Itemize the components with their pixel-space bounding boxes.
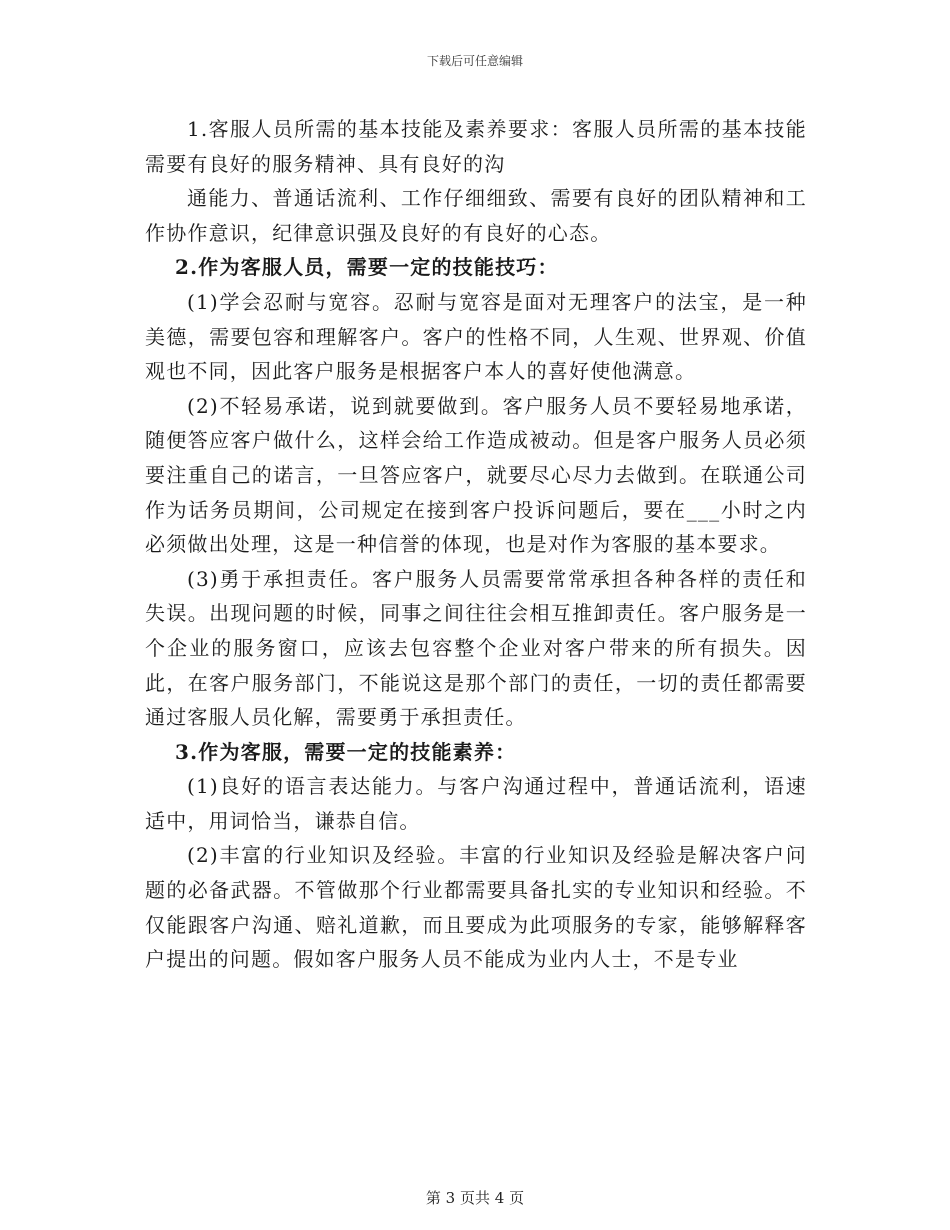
page-footer: 第 3 页共 4 页 [425, 1189, 525, 1207]
paragraph-2-1: (1)学会忍耐与宽容。忍耐与宽容是面对无理客户的法宝，是一种美德，需要包容和理解客户。客户的性格不同，人生观、世界观、价值观也不同，因此客户服务是根据客户本人的喜好使他满意。 [145, 289, 807, 384]
section-heading-3: 3.作为客服，需要一定的技能素养： [175, 739, 517, 764]
paragraph-3-1: (1)良好的语言表达能力。与客户沟通过程中，普通话流利，语速适中，用词恰当，谦恭自信。 [145, 774, 807, 833]
paragraph-1-continued: 通能力、普通话流利、工作仔细细致、需要有良好的团队精神和工作协作意识，纪律意识强及良好的有良好的心态。 [145, 186, 807, 245]
paragraph-3-2: (2)丰富的行业知识及经验。丰富的行业知识及经验是解决客户问题的必备武器。不管做那个行业都需要具备扎实的专业知识和经验。不仅能跟客户沟通、赔礼道歉，而且要成为此项服务的专家，能够解释客户提出的问题。假如客户服务人员不能成为业内人士，不是专业 [145, 843, 807, 972]
paragraph-2-2: (2)不轻易承诺，说到就要做到。客户服务人员不要轻易地承诺，随便答应客户做什么，这样会给工作造成被动。但是客户服务人员必须要注重自己的诺言，一旦答应客户，就要尽心尽力去做到。在联通公司作为话务员期间，公司规定在接到客户投诉问题后，要在___小时之内必须做出处理，这是一种信誉的体现，也是对作为客服的基本要求。 [145, 393, 807, 557]
document-body [145, 112, 807, 977]
section-heading-2: 2.作为客服人员，需要一定的技能技巧： [175, 255, 559, 280]
paragraph-1-intro: 1.客服人员所需的基本技能及素养要求：客服人员所需的基本技能需要有良好的服务精神、具有良好的沟 [145, 117, 807, 176]
page-header: 下载后可任意编辑 [426, 54, 523, 68]
paragraph-2-3: (3)勇于承担责任。客户服务人员需要常常承担各种各样的责任和失误。出现问题的时候，同事之间往往会相互推卸责任。客户服务是一个企业的服务窗口，应该去包容整个企业对客户带来的所有损失。因此，在客户服务部门，不能说这是那个部门的责任，一切的责任都需要通过客服人员化解，需要勇于承担责任。 [145, 566, 807, 730]
